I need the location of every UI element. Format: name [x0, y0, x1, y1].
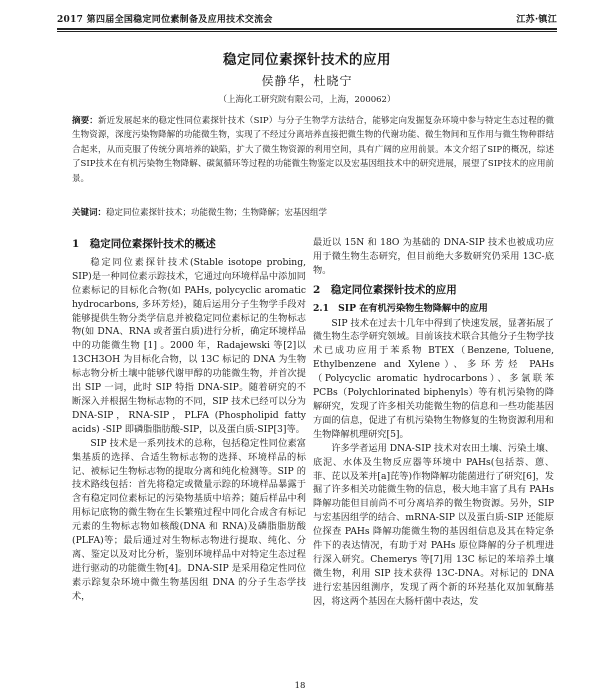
section-1-paragraph-1: 稳定同位素探针技术(Stable isotope probing, SIP)是一种同位素示踪技术，它通过向环境样品中添加同位素标记的目标化合物(如 PAHs, polycyclic aromatic hydrocarbons, 多环芳烃)，随后运用分子生物学手段对能够提供生物分类学信息并被稳定同位素标记的生物标志物(如 DNA、RNA 或者蛋白质)进行分析，确定环境样品中的功能微生物 [1] 。2000 年，Radajewski 等[2]以 13CH3OH 为目标化合物，以 13C 标记的 DNA 为生物标志物分析土壤中能够代谢甲醇的功能微生物，并首次提出 SIP 一词，此时 SIP 特指 DNA-SIP。随着研究的不断深入并根据生物标志物的不同，SIP 技术已经可以分为 DNA-SIP，RNA-SIP，PLFA (Phospholipid fatty acids) -SIP 即磷脂脂肪酸-SIP，以及蛋白质-SIP[3]等。: [72, 256, 306, 435]
section-2-1-paragraph-2: 许多学者运用 DNA-SIP 技术对农田土壤、污染土壤、底泥、水体及生物反应器等环境中 PAHs(包括萘、蒽、菲、芘以及苯并[a]芘等)作物降解功能菌进行了研究[6]，发掘了许多相关功能微生物的信息，极大地丰富了具有 PAHs 降解功能但目前尚不可分离培养的微生物资源。另外，SIP 与宏基因组学的结合、mRNA-SIP 以及蛋白质-SIP 还能原位探查 PAHs 降解功能微生物的基因组信息及其在特定条件下的表达情况，有助于对 PAHs 原位降解的分子机理进行深入研究。Chemerys 等[7]用 13C 标记的苯培养土壤微生物，利用 SIP 技术获得 13C-DNA。对标记的 DNA 进行宏基因组测序，发现了两个新的环羟基化双加氧酶基因，将这两个基因在大肠杆菌中表达，发: [313, 442, 554, 607]
paper-title: 稳定同位素探针技术的应用: [223, 52, 391, 68]
header-rule-thick: [57, 28, 557, 30]
abstract-label: 摘要：: [72, 116, 98, 126]
keywords-label: 关键词：: [72, 208, 107, 218]
paper-affiliation: （上海化工研究院有限公司，上海，200062）: [218, 95, 396, 105]
section-2-1-paragraph-1: SIP 技术在过去十几年中得到了快速发展，显著拓展了微生物生态学研究领域。目前该技术联合其他分子生物学技术已成功应用于苯系物 BTEX（Benzene, Toluene, Ethylbenzene and Xylene）、多环芳烃 PAHs（Polycyclic aromatic hydrocarbons）、多氯联苯 PCBs（Polychlorinated biphenyls）等有机污染物的降解研究，发现了许多相关功能微生物的信息和一些功能基因方面的信息，促进了有机污染物生物修复的生物资源利用和生物降解机理研究[5]。: [313, 317, 554, 440]
section-1-continuation: 最近以 15N 和 18O 为基础的 DNA-SIP 技术也被成功应用于微生物生态研究，但目前绝大多数研究仍采用 13C-底物。: [313, 237, 554, 276]
abstract-text: 新近发展起来的稳定性同位素探针技术（SIP）与分子生物学方法结合，能够定向发掘复杂环境中参与特定生态过程的微生物资源，深度污染物降解的功能微生物，实现了不经过分离培养直接把微生物的代谢功能、微生物间和互作用与微生物种群结合起来，从而克服了传统分离培养的缺陷，扩大了微生物资源的利用空间，具有广阔的应用前景。本文介绍了SIP的概况，综述了SIP技术在有机污染物生物降解、碳氮循环等过程的功能微生物鉴定以及宏基因组技术中的研究进展，展望了SIP技术的应用前景。: [72, 116, 554, 184]
running-header: [57, 12, 557, 28]
abstract: [72, 114, 554, 186]
keywords-text: 稳定同位素探针技术；功能微生物；生物降解；宏基因组学: [106, 208, 328, 218]
running-header-location: 江苏·镇江: [516, 15, 557, 25]
subsection-2-1-heading: 2.1 SIP 在有机污染物生物降解中的应用: [313, 302, 488, 314]
right-column: [313, 236, 554, 609]
running-header-conference: 2017 第四届全国稳定同位素制备及应用技术交流会: [57, 15, 273, 25]
page-number: 18: [294, 681, 306, 691]
section-2-heading: 2 稳定同位素探针技术的应用: [313, 283, 457, 296]
left-column: [72, 236, 306, 604]
keywords: [72, 206, 554, 220]
paper-authors: 侯静华，杜晓宁: [261, 74, 353, 88]
header-rule-thin: [57, 31, 557, 32]
section-1-paragraph-2: SIP 技术是一系列技术的总称，包括稳定性同位素富集基质的选择、合适生物标志物的选择、环境样品的标记、被标记生物标志物的提取分离和纯化检测等。SIP 的技术路线包括：首先将稳定或微量示踪的环境样品暴露于含有稳定同位素标记的污染物基质中培养；随后样品中利用标记底物的微生物在生长繁殖过程中同化合成含有标记元素的生物标志物如核酸(DNA 和 RNA)及磷脂脂肪酸(PLFA)等；最后通过对生物标志物进行提取、纯化、分离、鉴定以及对比分析，鉴别环境样品中对特定生态过程进行驱动的功能微生物[4]。DNA-SIP 是采用稳定性同位素示踪复杂环境中微生物基因组 DNA 的分子生态学技术，: [72, 437, 306, 602]
section-1-heading: 1 稳定同位素探针技术的概述: [72, 238, 216, 250]
